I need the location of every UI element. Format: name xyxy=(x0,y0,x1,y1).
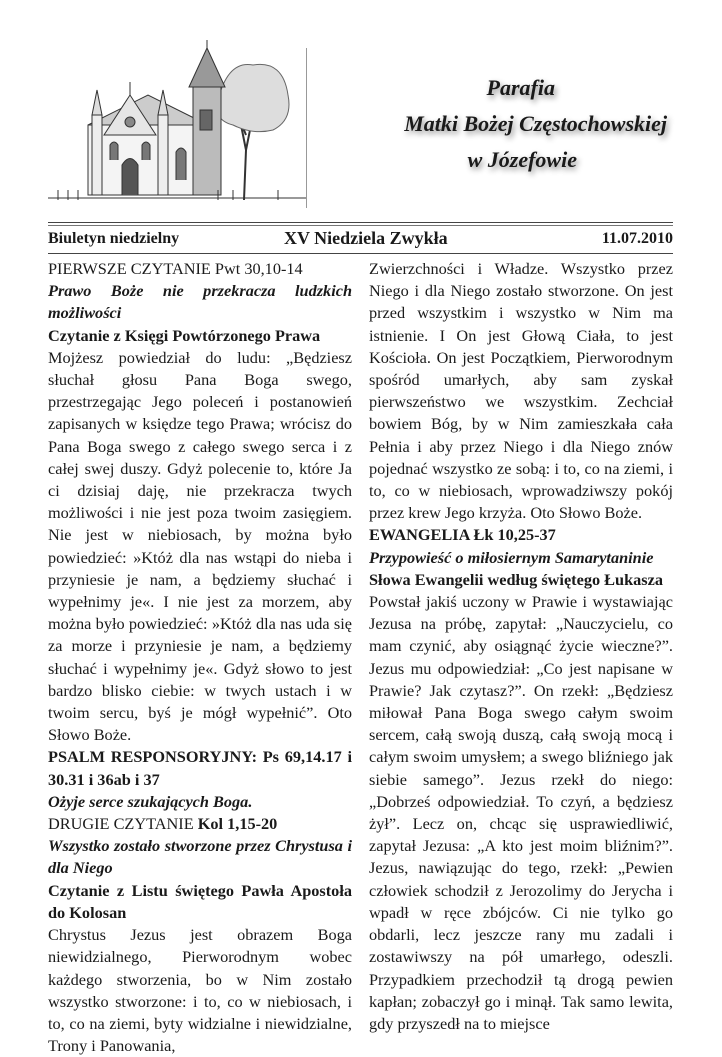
left-column xyxy=(48,258,352,1057)
second-reading-label: DRUGIE CZYTANIE xyxy=(48,814,198,834)
title-line-2: Matki Bożej Częstochowskiej xyxy=(404,111,667,136)
second-reading-continued: Zwierzchności i Władze. Wszystko przez Niego i dla Niego zostało stworzone. On jest przed wszystkim i wszystko w Nim ma istnienie. I On jest Głową Ciała, to jest Kościoła. On jest Początkiem, Pierworodnym spośród umarłych, aby sam zyskał pierwszeństwo we wszystkim. Zechciał bowiem Bóg, by w Nim zamieszkała cała Pełnia i aby przez Niego i dla Niego znów pojednać wszystko ze sobą: i to, co na ziemi, i to, co w niebiosach, wprowadziwszy pokój przez krew Jego krzyża. Oto Słowo Boże. xyxy=(369,259,673,523)
first-reading-ref: Pwt 30,10-14 xyxy=(214,259,303,278)
second-reading-heading xyxy=(48,813,352,835)
second-reading-motto: Wszystko zostało stworzone przez Chrystusa i dla Niego xyxy=(48,836,352,878)
title-line-1: Parafia xyxy=(486,75,555,100)
first-reading-heading xyxy=(48,258,352,280)
church-illustration xyxy=(48,40,306,208)
top-rule-inner xyxy=(48,225,673,226)
top-rule xyxy=(48,222,673,223)
first-reading-source: Czytanie z Księgi Powtórzonego Prawa xyxy=(48,325,321,345)
gospel-text: Powstał jakiś uczony w Prawie i wystawiając Jezusa na próbę, zapytał: „Nauczycielu, co mam czynić, aby osiągnąć życie wieczne?”. Jezus mu odpowiedział: „Co jest napisane w Prawie? Jak czytasz?”. On rzekł: „Będziesz miłował Pana Boga swego całym swoim sercem, całą swoją duszą, całą swoją mocą i całym swoim umysłem; a swego bliźniego jak siebie samego”. Jezus rzekł do niego: „Dobrześ odpowiedział. To czyń, a będziesz żył”. Lecz on, chcąc się usprawiedliwić, zapytał Jezusa: „A kto jest moim bliźnim?”. Jezus, nawiązując do tego, rzekł: „Pewien człowiek schodził z Jerozolimy do Jerycha i wpadł w ręce zbójców. Ci nie tylko go obdarli, lecz jeszcze rany mu zadali i zostawiwszy na pół umarłego, odeszli. Przypadkiem przechodził tą drogą pewien kapłan; zobaczył go i minął. Tak samo lewita, gdy przyszedł na to miejsce xyxy=(369,592,673,1033)
psalm-heading: PSALM RESPONSORYJNY: Ps 69,14.17 i 30.31 i 36ab i 37 xyxy=(48,747,352,789)
right-column xyxy=(369,258,673,1035)
bulletin-info-row xyxy=(48,228,673,250)
masthead xyxy=(48,40,673,216)
bottom-rule xyxy=(48,253,673,254)
second-reading-source: Czytanie z Listu świętego Pawła Apostoła do Kolosan xyxy=(48,880,352,922)
psalm-refrain: Ożyje serce szukających Boga. xyxy=(48,791,253,811)
gospel-heading: EWANGELIA Łk 10,25-37 xyxy=(369,525,556,545)
bulletin-label: Biuletyn niedzielny xyxy=(48,230,180,247)
gospel-motto: Przypowieść o miłosiernym Samarytaninie xyxy=(369,547,654,567)
first-reading-text: Mojżesz powiedział do ludu: „Będziesz słuchał głosu Pana Boga swego, przestrzegając Jego poleceń i postanowień zapisanych w księdze tego Prawa; wrócisz do Pana Boga swego z całego swego serca i z całej swej duszy. Gdyż polecenie to, które Ja ci dzisiaj daję, nie przekracza twych możliwości i nie jest poza twoim zasięgiem. Nie jest w niebiosach, by można było powiedzieć: »Któż dla nas wstąpi do nieba i przyniesie je nam, a będziemy słuchać i wypełnimy je«. I nie jest za morzem, aby można było powiedzieć: »Któż dla nas uda się za morze i przyniesie je nam, a będziemy słuchać i wypełnimy je«. Gdyż słowo to jest bardzo blisko ciebie: w twych ustach i w twoim sercu, byś je mógł wypełnić”. Oto Słowo Boże. xyxy=(48,347,352,745)
second-reading-text: Chrystus Jezus jest obrazem Boga niewidzialnego, Pierworodnym wobec każdego stworzenia, bo w Nim zostało wszystko stworzone: i to, co w niebiosach, i to, co na ziemi, byty widzialne i niewidzialne, Trony i Panowania, xyxy=(48,925,352,1056)
first-reading-label: PIERWSZE CZYTANIE xyxy=(48,259,215,278)
second-reading-ref: Kol 1,15-20 xyxy=(197,814,278,834)
first-reading-motto: Prawo Boże nie przekracza ludzkich możliwości xyxy=(48,281,352,323)
sunday-name: XV Niedziela Zwykła xyxy=(284,228,448,248)
parish-title xyxy=(307,70,667,178)
gospel-source: Słowa Ewangelii według świętego Łukasza xyxy=(369,569,663,589)
title-line-3: w Józefowie xyxy=(467,147,577,172)
bulletin-date: 11.07.2010 xyxy=(601,230,673,247)
